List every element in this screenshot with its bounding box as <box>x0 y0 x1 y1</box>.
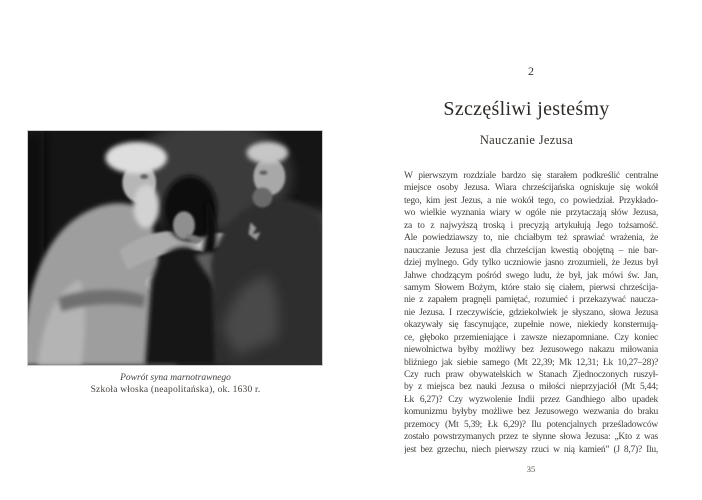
father-beard <box>133 185 159 229</box>
body-line: ce, głęboko przemieniające i zawsze niezapomniane. Czy koniec <box>404 332 658 343</box>
artwork-caption-credit: Szkoła włoska (neapolitańska), ok. 1630 r. <box>90 385 261 395</box>
companion-eye-shadow <box>259 170 267 174</box>
page-number: 35 <box>526 464 536 474</box>
body-line: Ale powiedziawszy to, nie chciałbym też sprawiać wrażenia, że <box>404 233 658 244</box>
artwork-caption <box>0 372 351 397</box>
body-line: przemocy (Mt 5,39; Łk 6,29)? Ilu potencjalnych prześladowców <box>404 419 658 430</box>
body-line: niewolnictwa byłby możliwy bez Jezusowego nakazu miłowania <box>404 345 658 356</box>
body-line: wo wielkie wyznania wiary w ogóle nie przytaczają słów Jezusa, <box>404 208 658 219</box>
body-line: tego, kim jest Jezus, a nie wokół tego, co powiedział. Przykłado- <box>404 195 658 206</box>
body-line: Łk 6,27)? Czy wyzwolenie Indii przez Gandhiego albo upadek <box>404 394 658 405</box>
companion-hair <box>247 142 289 164</box>
chapter-title: Szczęśliwi jesteśmy <box>443 98 610 120</box>
chapter-number: 2 <box>528 64 534 78</box>
body-line: by z miejsca bez nauki Jezusa o miłości nieprzyjaciół (Mt 5,44; <box>404 382 658 393</box>
companion-beard <box>252 188 272 208</box>
prodigal-son-painting-icon <box>27 130 323 366</box>
body-line: nauczanie Jezusa jest dla chrześcijan kwestią obojętną – nie bar- <box>404 245 658 256</box>
body-line: W pierwszym rozdziale bardzo się starałem podkreślić centralne <box>404 171 658 181</box>
father-eye-shadow <box>140 174 148 179</box>
body-line: za to z najwyższą troską i precyzją artykułują Jego tożsamość. <box>404 220 658 231</box>
body-line: jest bez grzechu, niech pierwszy rzuci w nią kamień” (J 8,7)? Ilu, <box>404 444 658 455</box>
body-line: komunizmu byłyby możliwe bez Jezusowego wezwania do braku <box>404 407 658 418</box>
body-text <box>404 170 658 456</box>
body-line: zostało powstrzymanych przez te słynne słowa Jezusa: „Kto z was <box>404 432 658 443</box>
body-line: Czy ruch praw obywatelskich w Stanach Zjednoczonych ruszył- <box>404 370 658 380</box>
body-line: miejsce osoby Jezusa. Wiara chrześcijańska ogniskuje się wokół <box>404 183 658 194</box>
body-line: nie z zapałem pragnęli pamiętać, rozumieć i przekazywać naucza- <box>404 295 658 306</box>
chapter-subtitle: Nauczanie Jezusa <box>479 133 574 147</box>
father-hair <box>105 142 167 174</box>
right-page <box>351 0 702 500</box>
body-line: Jahwe chodzącym pośród swego ludu, że był, jak mówi św. Jan, <box>404 270 658 281</box>
body-line: dziej mylnego. Gdy tylko uczniowie jasno zrozumieli, że Jezus był <box>404 258 658 269</box>
body-line: nie Jezusa. I rzeczywiście, gdziekolwiek je słyszano, słowa Jezusa <box>404 307 658 318</box>
body-line: okazywały się fascynujące, zupełnie nowe, niekiedy konsternują- <box>404 320 658 331</box>
body-line: bliźniego jak siebie samego (Mt 22,39; Mk 12,31; Łk 10,27–28)? <box>404 357 658 368</box>
artwork-caption-title: Powrót syna marnotrawnego <box>120 373 231 383</box>
painting-canvas <box>28 131 322 365</box>
body-line: samym Słowem Bożym, które stało się ciałem, pierwsi chrześcija- <box>404 282 658 293</box>
